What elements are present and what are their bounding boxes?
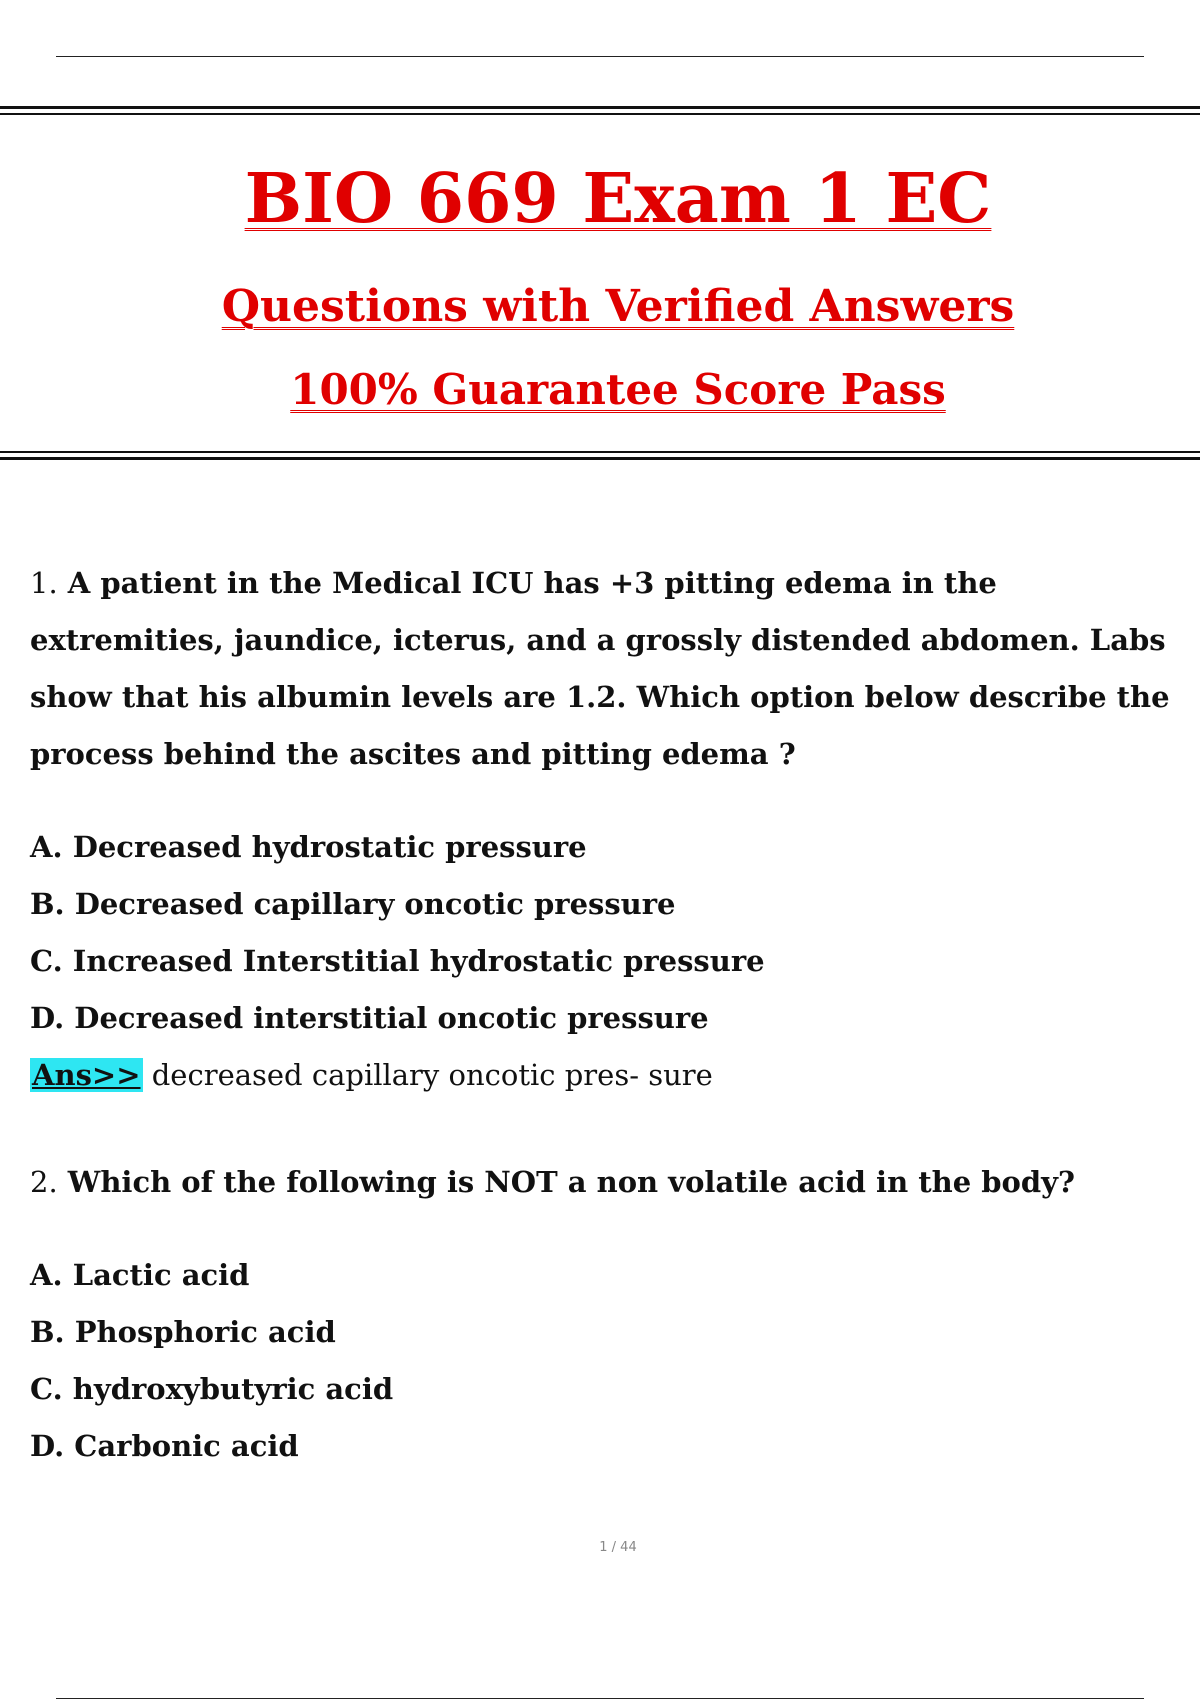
answer-label: Ans>> bbox=[32, 1058, 141, 1092]
document-tagline: 100% Guarantee Score Pass bbox=[290, 365, 946, 414]
question-list bbox=[30, 555, 1170, 1475]
option-b: B. Phosphoric acid bbox=[30, 1315, 336, 1349]
question-2 bbox=[30, 1154, 1170, 1475]
document-subtitle: Questions with Verified Answers bbox=[221, 281, 1015, 332]
question-2-text bbox=[30, 1154, 1170, 1211]
document-header bbox=[0, 106, 1200, 460]
top-divider bbox=[56, 56, 1144, 57]
bottom-divider bbox=[56, 1698, 1144, 1699]
question-2-options bbox=[30, 1247, 1170, 1475]
page-number: 1 / 44 bbox=[599, 1540, 637, 1555]
question-1-answer bbox=[30, 1047, 1170, 1104]
option-a: A. Lactic acid bbox=[30, 1258, 250, 1292]
question-prompt: Which of the following is NOT a non volatile acid in the body? bbox=[67, 1165, 1076, 1199]
document-title: BIO 669 Exam 1 EC bbox=[244, 159, 992, 239]
question-prompt: A patient in the Medical ICU has +3 pitting edema in the extremities, jaundice, icterus, and a grossly distended abdomen. Labs show that his albumin levels are 1.2. Which option below describe the process behind the ascites and pitting edema ? bbox=[30, 566, 1170, 771]
answer-text: decreased capillary oncotic pres- sure bbox=[151, 1058, 713, 1092]
option-a: A. Decreased hydrostatic pressure bbox=[30, 830, 587, 864]
question-number: 2. bbox=[30, 1165, 58, 1199]
option-c: C. Increased Interstitial hydrostatic pressure bbox=[30, 944, 765, 978]
question-1-text bbox=[30, 555, 1170, 783]
question-1 bbox=[30, 555, 1170, 1104]
option-c: C. hydroxybutyric acid bbox=[30, 1372, 394, 1406]
option-d: D. Decreased interstitial oncotic pressure bbox=[30, 1001, 709, 1035]
question-1-options bbox=[30, 819, 1170, 1047]
option-b: B. Decreased capillary oncotic pressure bbox=[30, 887, 676, 921]
question-number: 1. bbox=[30, 566, 58, 600]
option-d: D. Carbonic acid bbox=[30, 1429, 299, 1463]
